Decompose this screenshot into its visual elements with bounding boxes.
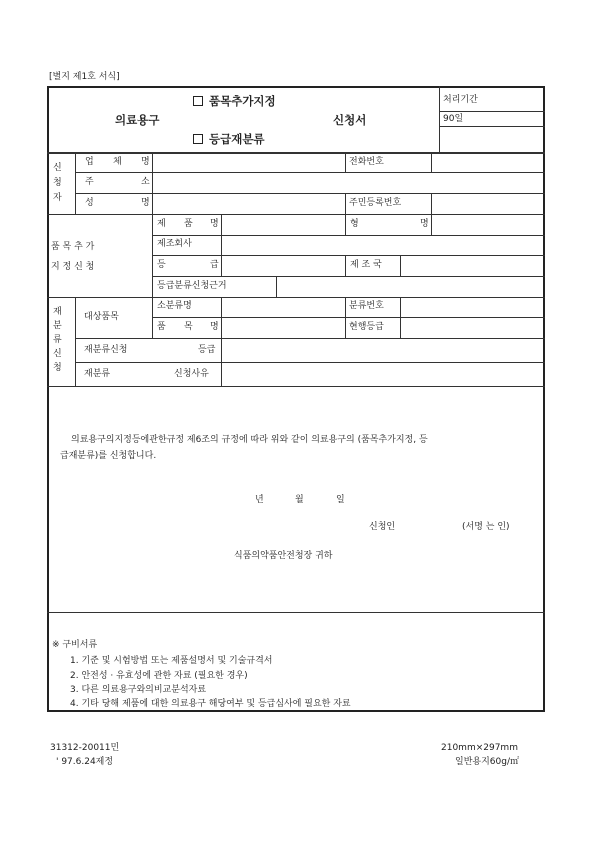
date-day: 일 <box>336 495 345 505</box>
label-model: 형 <box>350 219 359 229</box>
signature-note: (서명 는 인) <box>462 522 510 532</box>
date-year: 년 <box>255 495 264 505</box>
rule <box>345 214 346 235</box>
document-item: 1. 기준 및 시험방법 또는 제품설명서 및 기술규격서 <box>70 656 273 666</box>
rule <box>75 193 545 194</box>
label-manufacturer: 제조회사 <box>157 239 192 249</box>
label-company: 명 <box>141 157 150 167</box>
rule <box>221 235 222 255</box>
rule <box>431 214 432 235</box>
label-reclass-grade: 등급 <box>198 345 216 355</box>
label-product: 품 <box>184 219 193 229</box>
rule <box>276 276 277 297</box>
label-reclass-request: 재분류신청 <box>84 345 128 355</box>
reclass-group-5: 청 <box>53 363 62 373</box>
addressee: 식품의약품안전청장 귀하 <box>234 551 333 561</box>
item-group-line2: 지 정 신 청 <box>51 262 95 272</box>
label-request-reason: 신청사유 <box>174 369 209 379</box>
label-company: 업 <box>85 157 94 167</box>
rule <box>75 362 545 363</box>
rule <box>152 317 545 318</box>
rule <box>345 193 346 214</box>
label-item-name: 목 <box>184 322 193 332</box>
documents-title: ※ 구비서류 <box>52 640 98 650</box>
period-divider <box>439 111 545 112</box>
title-left: 의료용구 <box>115 113 160 127</box>
rule <box>221 297 222 386</box>
rule <box>152 297 153 338</box>
rule <box>47 386 545 387</box>
date-month: 월 <box>295 495 304 505</box>
label-item-name: 품 <box>157 322 166 332</box>
rule <box>345 255 346 276</box>
rule <box>152 235 545 236</box>
rule <box>431 193 432 214</box>
rule <box>75 152 76 214</box>
label-class-no: 분류번호 <box>349 301 384 311</box>
label-reclass: 재분류 <box>84 369 111 379</box>
reclass-group-3: 류 <box>53 335 62 345</box>
document-item: 3. 다른 의료용구와의비교분석자료 <box>70 685 207 695</box>
rule <box>221 214 222 235</box>
applicant-group-3: 자 <box>53 193 62 203</box>
label-id-number: 주민등록번호 <box>349 198 402 208</box>
rule <box>345 297 346 338</box>
checkbox-item-addition[interactable] <box>193 96 203 106</box>
label-name: 성 <box>85 198 94 208</box>
document-item: 2. 안전성 · 유효성에 관한 자료 (필요한 경우) <box>70 671 248 681</box>
header-divider <box>47 152 545 154</box>
period-divider-2 <box>439 126 545 127</box>
label-current-grade: 현행등급 <box>349 322 384 332</box>
rule <box>400 297 401 338</box>
applicant-label: 신청인 <box>369 522 396 532</box>
rule <box>345 152 346 173</box>
rule <box>75 172 545 173</box>
form-tag: [별지 제1호 서식] <box>49 72 120 82</box>
label-product: 명 <box>210 219 219 229</box>
label-grade: 급 <box>210 260 219 270</box>
label-address: 소 <box>141 177 150 187</box>
rule <box>221 255 222 276</box>
option-item-addition: 품목추가지정 <box>193 96 276 108</box>
title-right: 신청서 <box>333 113 367 127</box>
label-item-name: 명 <box>210 322 219 332</box>
footer-date: ' 97.6.24제정 <box>56 757 114 767</box>
label-model: 명 <box>420 219 429 229</box>
label-name: 명 <box>141 198 150 208</box>
footer-paper: 일반용지60g/㎡ <box>455 757 519 767</box>
label-phone: 전화번호 <box>349 157 384 167</box>
rule <box>400 255 401 276</box>
label-subclass: 소분류명 <box>157 301 192 311</box>
rule <box>75 338 545 339</box>
applicant-group-1: 신 <box>53 163 62 173</box>
rule <box>47 214 545 215</box>
option-reclassification: 등급재분류 <box>193 134 265 146</box>
rule <box>431 152 432 173</box>
statement-line1: 의료용구의지정등에관한규정 제6조의 규정에 따라 위와 같이 의료용구의 (품목추가지정, 등 <box>71 435 428 445</box>
document-item: 4. 기타 당해 제품에 대한 의료용구 해당여부 및 등급심사에 필요한 자료 <box>70 699 351 709</box>
rule <box>47 612 545 613</box>
rule <box>75 297 76 386</box>
label-country: 제 조 국 <box>350 260 382 270</box>
rule <box>439 86 440 152</box>
label-address: 주 <box>85 177 94 187</box>
footer-code: 31312-20011민 <box>50 743 120 753</box>
rule <box>152 255 545 256</box>
rule <box>152 214 153 297</box>
form-frame <box>47 86 545 712</box>
period-label: 처리기간 <box>443 95 478 105</box>
period-value: 90일 <box>443 114 464 124</box>
label-target-item: 대상품목 <box>84 312 119 322</box>
rule <box>152 276 545 277</box>
rule <box>152 152 153 214</box>
label-grade-basis: 등급분류신청근거 <box>157 281 227 291</box>
label-company: 체 <box>113 157 122 167</box>
label-grade: 등 <box>157 260 166 270</box>
item-group-line1: 품 목 추 가 <box>51 242 95 252</box>
applicant-group-2: 청 <box>53 178 62 188</box>
rule <box>47 297 545 298</box>
label-product: 제 <box>157 219 166 229</box>
reclass-group-4: 신 <box>53 349 62 359</box>
reclass-group-1: 재 <box>53 307 62 317</box>
reclass-group-2: 분 <box>53 321 62 331</box>
checkbox-reclassification[interactable] <box>193 134 203 144</box>
statement-line2: 급재분류)를 신청합니다. <box>60 451 157 461</box>
footer-size: 210mm×297mm <box>441 743 518 753</box>
